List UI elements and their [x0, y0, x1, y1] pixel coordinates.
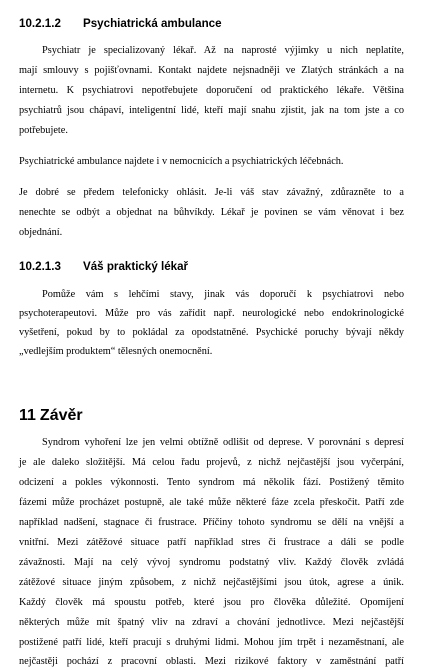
paragraph-line: mají smlouvy s pojišťovnami. Kontakt najdete nejsnadněji ve Zlatých stránkách a na	[19, 65, 404, 76]
paragraph-line: Je dobré se předem telefonicky ohlásit. Je-li váš stav závažný, zdůrazněte to a	[19, 187, 404, 198]
section-number: 10.2.1.2	[19, 17, 61, 30]
section-title: Psychiatrická ambulance	[83, 17, 222, 30]
chapter-number: 11	[19, 407, 36, 424]
paragraph-line: některých může mít špatný vliv na zdraví a chování jednotlivce. Mezi nejčastější	[19, 617, 404, 628]
paragraph-line: vyšetření, pokud by to pokládal za opodstatněné. Psychické poruchy bývají někdy	[19, 327, 404, 338]
paragraph-line: psychiatrů jsou chápaví, inteligentní lidé, kteří mají snahu zjistit, jak na tom jste a co	[19, 105, 404, 116]
paragraph-line: psychoterapeutovi. Může pro vás zařídit např. neurologické nebo endokrinologické	[19, 308, 404, 319]
chapter-title: Závěr	[39, 407, 83, 424]
section-number: 10.2.1.3	[19, 260, 61, 273]
paragraph-line: odcizení a pokles výkonnosti. Tento syndrom má několik fází. Postižený těmito	[19, 477, 404, 488]
paragraph-line: Psychiatrické ambulance najdete i v nemocnicích a psychiatrických léčebnách.	[19, 156, 344, 167]
paragraph-line: nejčastěji pochází z pracovní oblasti. Mezi rizikové faktory v zaměstnání patří	[19, 656, 404, 667]
paragraph-line: Pomůže vám s lehčími stavy, jinak vás doporučí k psychiatrovi nebo	[42, 289, 404, 300]
section-title: Váš praktický lékař	[83, 260, 189, 273]
paragraph-line: fázemi může procházet postupně, ale také může některé fáze zcela přeskočit. Patří zde	[19, 497, 404, 508]
paragraph-line: Syndrom vyhoření lze jen velmi obtížně odlišit od deprese. V porovnání s depresí	[42, 437, 404, 448]
section-heading	[19, 16, 222, 32]
paragraph-line: zátěžové situace jiným způsobem, z nichž nejčastějšími jsou útok, agrese a únik.	[19, 577, 404, 588]
paragraph-line: Každý člověk má spoustu potřeb, které jsou pro člověka důležité. Opomíjení	[19, 597, 404, 608]
paragraph-line: potřebujete.	[19, 125, 68, 136]
paragraph-line: vnitřní. Mezi zátěžové situace patří například stres či frustrace a dáli se podle	[19, 537, 404, 548]
paragraph-line: postižené patří lidé, kteří pracují s druhými lidmi. Mohou jím trpět i nezaměstnaní, ale	[19, 637, 404, 648]
section-heading	[19, 259, 188, 275]
paragraph-line: nenechte se odbýt a objednat na bůhvíkdy. Lékař je povinen se vám věnovat i bez	[19, 207, 404, 218]
paragraph-line: internetu. K psychiatrovi nepotřebujete doporučení od praktického lékaře. Většina	[19, 85, 404, 96]
paragraph-line: je ale daleko složitější. Má celou řadu projevů, z nichž nejčastější jsou vyčerpání,	[19, 457, 404, 468]
paragraph-line: například nadšení, stagnace či frustrace. Příčiny tohoto syndromu se dělí na vnější a	[19, 517, 404, 528]
chapter-heading	[19, 406, 83, 426]
paragraph-line: „vedlejším produktem“ tělesných onemocnění.	[19, 346, 213, 357]
paragraph-line: závažnosti. Mají na celý vývoj syndromu podstatný vliv. Každý člověk zvládá	[19, 557, 404, 568]
paragraph-line: Psychiatr je specializovaný lékař. Až na naprosté výjimky u nich neplatíte,	[42, 45, 404, 56]
paragraph-line: objednání.	[19, 227, 63, 238]
